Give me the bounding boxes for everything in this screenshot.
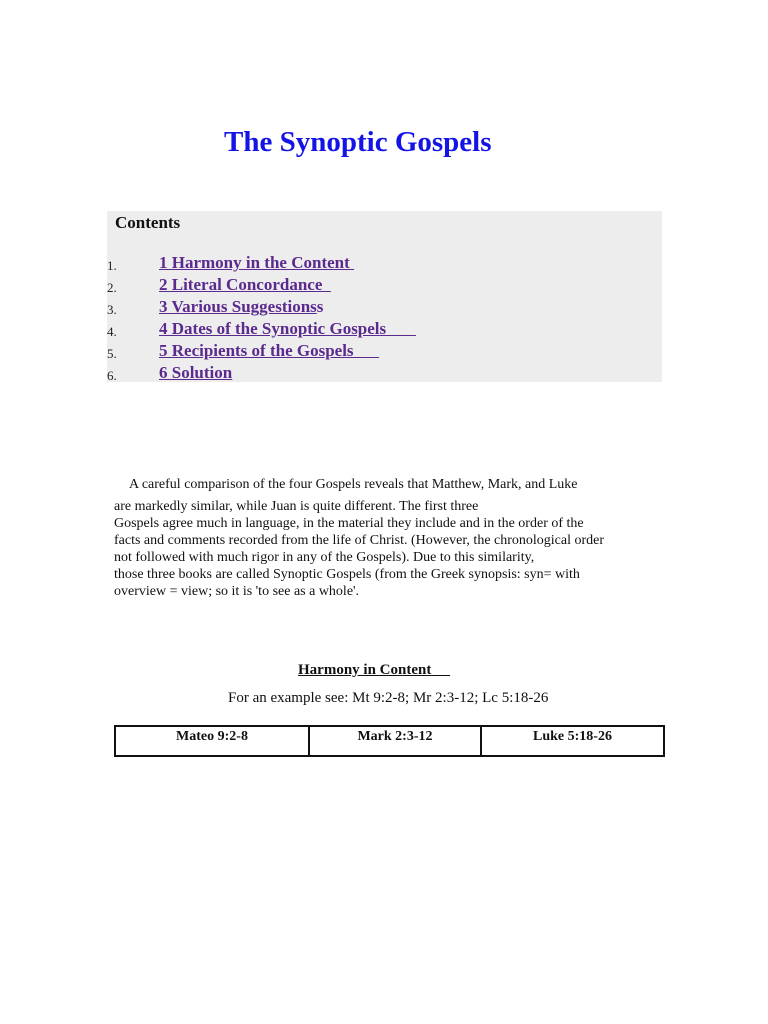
intro-paragraph: [114, 476, 654, 600]
toc-item: [107, 341, 662, 363]
toc-link-recipients[interactable]: 5 Recipients of the Gospels: [159, 341, 380, 360]
column-header-luke: Luke 5:18-26: [481, 726, 664, 756]
toc-item: [107, 319, 662, 341]
toc-item-suffix: s: [316, 297, 324, 316]
toc-link-various-suggestions[interactable]: 3 Various Suggestions: [159, 297, 317, 316]
table-of-contents: [107, 211, 662, 382]
toc-item-number: 5.: [107, 346, 117, 361]
toc-link-wrapper: [159, 297, 323, 317]
intro-line: A careful comparison of the four Gospels reveals that Matthew, Mark, and Luke: [129, 477, 578, 492]
toc-item: [107, 363, 662, 385]
page-title: The Synoptic Gospels: [224, 126, 492, 158]
toc-link-dates[interactable]: 4 Dates of the Synoptic Gospels: [159, 319, 416, 338]
toc-item: [107, 297, 662, 319]
toc-item-number: 2.: [107, 280, 117, 295]
intro-line: overview = view; so it is 'to see as a whole'.: [114, 584, 360, 599]
toc-item-number: 4.: [107, 324, 117, 339]
toc-item-number: 3.: [107, 302, 117, 317]
toc-link-literal-concordance[interactable]: 2 Literal Concordance: [159, 275, 331, 294]
intro-line: not followed with much rigor in any of the Gospels). Due to this similarity,: [114, 550, 535, 565]
intro-line: facts and comments recorded from the life of Christ. (However, the chronological order: [114, 533, 605, 548]
toc-item: [107, 275, 662, 297]
example-note: For an example see: Mt 9:2-8; Mr 2:3-12; Lc 5:18-26: [228, 690, 549, 706]
harmony-table: [114, 725, 665, 757]
toc-item-number: 6.: [107, 368, 117, 383]
intro-line: are markedly similar, while Juan is quite different. The first three: [114, 499, 479, 514]
toc-item: [107, 253, 662, 275]
harmony-section-title: Harmony in Content: [298, 662, 451, 678]
contents-heading: Contents: [115, 213, 181, 232]
column-header-mateo: Mateo 9:2-8: [115, 726, 309, 756]
column-header-mark: Mark 2:3-12: [309, 726, 481, 756]
toc-link-solution[interactable]: 6 Solution: [159, 363, 233, 382]
intro-line: those three books are called Synoptic Gospels (from the Greek synopsis: syn= with: [114, 567, 580, 582]
intro-line: Gospels agree much in language, in the material they include and in the order of the: [114, 516, 584, 531]
toc-link-harmony[interactable]: 1 Harmony in the Content: [159, 253, 355, 272]
table-header-row: [115, 726, 664, 756]
toc-item-number: 1.: [107, 258, 117, 273]
